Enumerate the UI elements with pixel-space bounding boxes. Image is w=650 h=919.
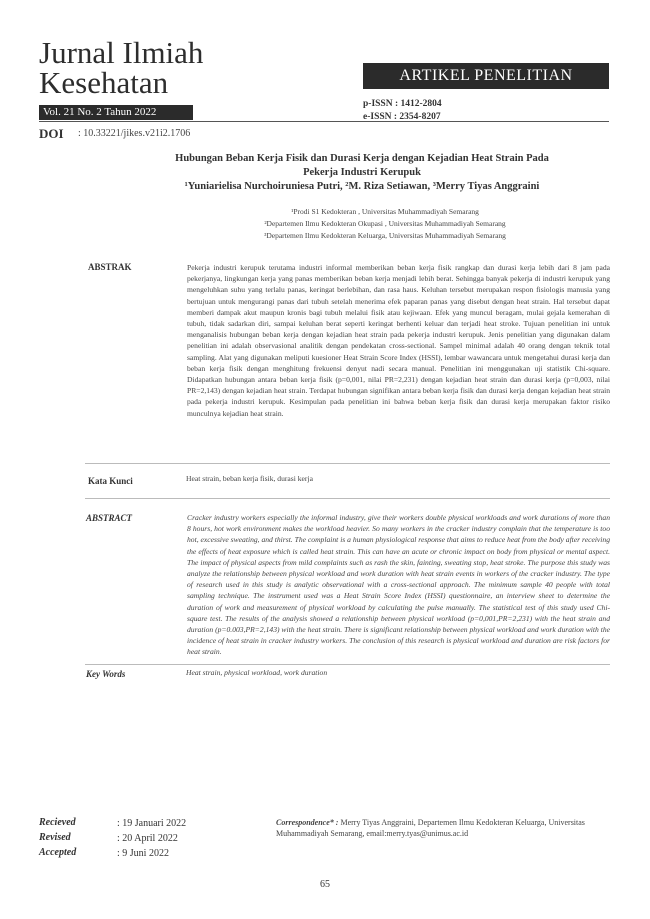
article-type-banner: ARTIKEL PENELITIAN <box>363 63 609 89</box>
article-title-line2: Pekerja Industri Kerupuk <box>303 167 421 178</box>
abstrak-text: Pekerja industri kerupuk terutama industri informal memberikan beban kerja fisik rangkap dan durasi kerja lebih dari 8 jam pada pekerjanya, lingkungan kerja yang panas memberikan beban kerja menjadi lebih berat. Sehingga banyak pekerja di industri kerupuk yang mengeluhkan suhu yang terlalu panas, keringat berlebihan, dan rasa haus. Keluhan tersebut merupakan respon fisiologis manusia yang bertujuan untuk mengurangi panas dari tubuh setelah menerima efek paparan panas yang disebut dengan heat strain. Hal tersebut dapat memberi dampak akut maupun kronis bagi tubuh melalui fisik atau kejiwaan. Efek yang muncul beragam, mulai gejala kemerahan di tubuh, tidak sadarkan diri, sampai keluhan berat seperti keringat berhenti keluar dan terjadi heat stroke. Tujuan penelitian ini untuk menganalisis hubungan beban kerja dengan kejadian heat strain pada pekerja industri kerupuk. Jenis penelitian yang digunakan dalam penelitian ini adalah observasional analitik dengan pendekatan cross-sectional. Sampel minimal adalah 40 orang dengan teknik total sampling. Alat yang digunakan meliputi kuesioner Heat Strain Score Index (HSSI), lembar wawancara untuk mengetahui durasi kerja dan beban kerja fisik dengan menghitung frekuensi denyut nadi secara manual. Penelitian ini menggunakan uji statistik Chi-square. Didapatkan hubungan antara beban kerja fisik (p=0,001, nilai PR=2,231) dengan kejadian heat strain dan durasi kerja (p=0,003, nilai PR=2,143) dengan kejadian heat strain. Terdapat hubungan signifikan antara beban kerja fisik dan durasi kerja dengan kejadian heat strain pada pekerja industri kerupuk. Kesimpulan pada penelitian ini bahwa beban kerja fisik dan durasi kerja merupakan faktor risiko munculnya kejadian heat strain. <box>187 263 610 418</box>
e-issn: e-ISSN : 2354-8207 <box>363 112 441 122</box>
author-list: ¹Yuniarielisa Nurchoiruniesa Putri, ²M. Riza Setiawan, ³Merry Tiyas Anggraini <box>184 181 540 192</box>
affiliation-3: ³Departemen Ilmu Kedokteran Keluarga, Universitas Muhammadiyah Semarang <box>264 231 506 240</box>
key-words-text: Heat strain, physical workload, work duration <box>186 668 328 677</box>
doi-label: DOI <box>39 126 64 141</box>
section-divider <box>85 463 610 464</box>
header-rule <box>39 121 609 122</box>
section-divider <box>85 664 610 665</box>
revised-label: Revised <box>39 832 71 843</box>
correspondence-text: Merry Tiyas Anggraini, Departemen Ilmu Kedokteran Keluarga, Universitas Muhammadiyah Semarang, email:merry.tyas@unimus.ac.id <box>276 818 585 838</box>
journal-title <box>39 35 204 100</box>
journal-title-line1: Jurnal Ilmiah <box>39 35 204 70</box>
abstract-label: ABSTRACT <box>86 513 133 523</box>
correspondence-label: Correspondence* : <box>276 818 339 827</box>
journal-title-line2: Kesehatan <box>39 65 169 100</box>
key-words-label: Key Words <box>86 669 126 679</box>
correspondence-block <box>276 817 606 839</box>
kata-kunci-label: Kata Kunci <box>88 476 133 486</box>
kata-kunci-text: Heat strain, beban kerja fisik, durasi kerja <box>186 474 313 483</box>
received-date: : 19 Januari 2022 <box>117 818 187 829</box>
accepted-date: : 9 Juni 2022 <box>117 848 169 859</box>
affiliation-2: ²Departemen Ilmu Kedokteran Okupasi , Universitas Muhammadiyah Semarang <box>264 219 506 228</box>
article-title <box>150 152 574 180</box>
doi-link[interactable]: : 10.33221/jikes.v21i2.1706 <box>78 128 191 139</box>
volume-bar: Vol. 21 No. 2 Tahun 2022 <box>39 105 193 120</box>
accepted-label: Accepted <box>39 847 77 858</box>
abstrak-label: ABSTRAK <box>88 262 132 272</box>
revised-date: : 20 April 2022 <box>117 833 178 844</box>
affiliation-1: ¹Prodi S1 Kedokteran , Universitas Muhammadiyah Semarang <box>291 207 479 216</box>
page-number: 65 <box>320 879 330 890</box>
received-label: Recieved <box>39 817 76 828</box>
article-title-line1: Hubungan Beban Kerja Fisik dan Durasi Kerja dengan Kejadian Heat Strain Pada <box>175 153 549 164</box>
p-issn: p-ISSN : 1412-2804 <box>363 99 442 109</box>
abstract-text: Cracker industry workers especially the informal industry, give their workers double physical workloads and work durations of more than 8 hours, hot work environment makes the workload heavier. So many workers in the cracker industry complain that the temperature is too hot, excessive sweating, and thirst. The complaint is a human physiological response that aims to reduce heat from the body after receiving the effects of heat exposure which is called heat strain. This can have an acute or chronic impact on body from physical or mental aspect. The impact of physical aspects from mild complaints such as rash the skin, fainting, sweating stop, heat stroke. The purpose this study was analyze the relationship between physical workload and work duration with heat strain events in workers of the cracker industry. The type of research used in this study is analytic observational with a cross-sectional approach. The minimum sample 40 people with total sampling technique. The instrument used was a Heat Strain Score Index (HSSI) questionnaire, an interview sheet to determine the duration of work and measurement of physical workload by calculating the pulse manually. The statistical test of this study used Chi-square test. The results of the analysis showed a relationship between physical workload (p=0,001,PR=2,231) with the heat strain and duration (p=0.003,PR=2,143) with the heat strain. There is significant relationship between physical workload and work duration with the incidence of heat strain in cracker industry workers. The conclusion of this research is physical workload and duration are risk factors for heat strain. <box>187 513 610 657</box>
section-divider <box>85 498 610 499</box>
